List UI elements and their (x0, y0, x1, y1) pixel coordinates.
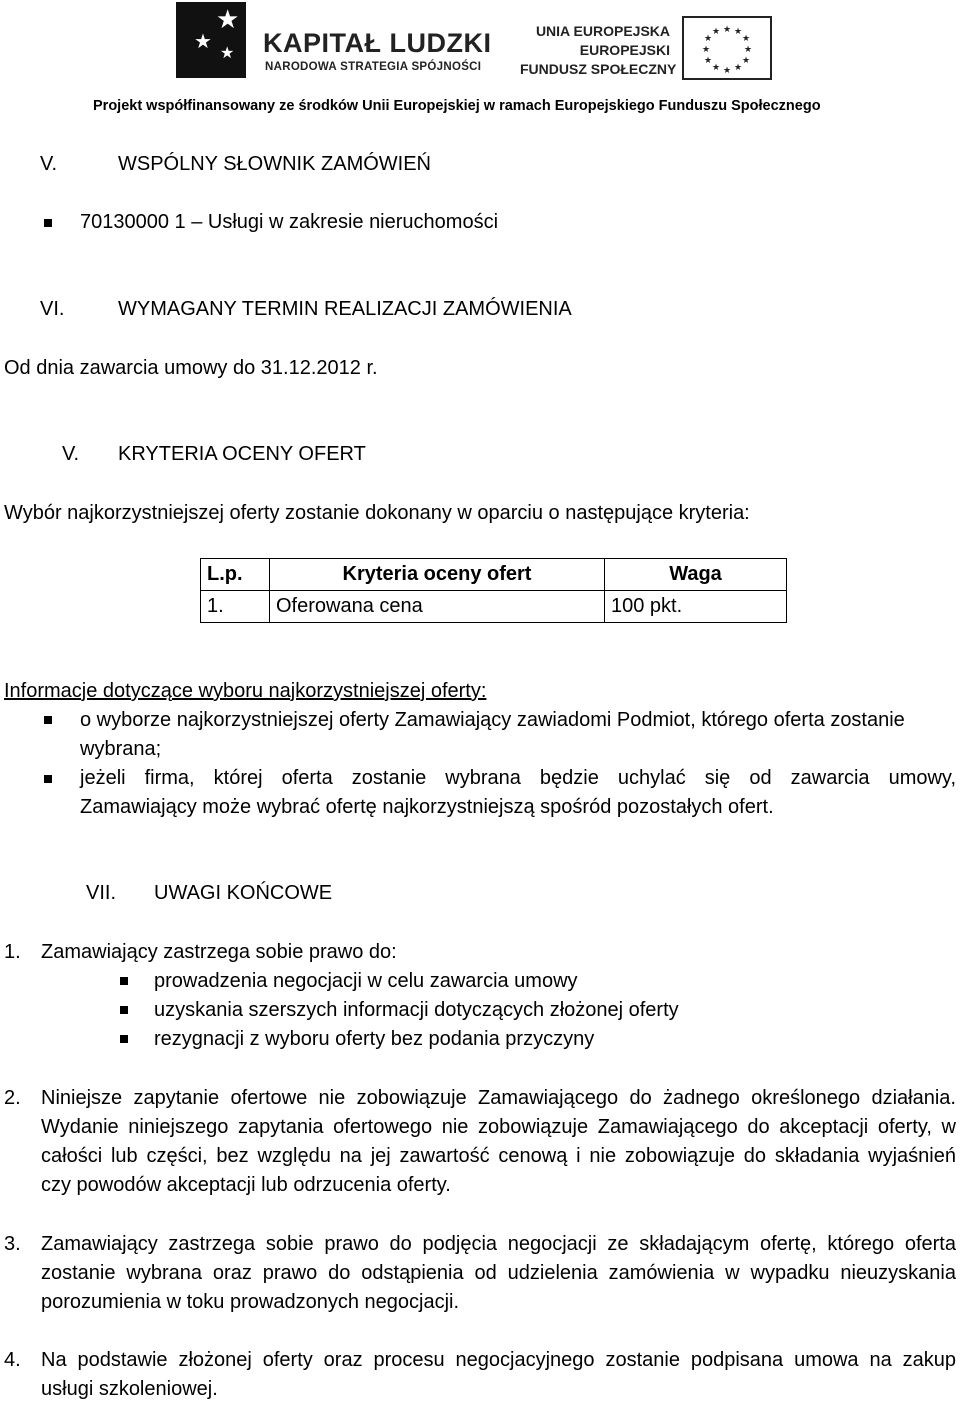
point-2-number: 2. (4, 1087, 21, 1109)
info-bullet-2-line-1: jeżeli firma, której oferta zostanie wybrana będzie uchylać się od zawarcia umowy, (80, 767, 956, 789)
bullet-square-icon (120, 1035, 128, 1043)
kapital-ludzki-title: KAPITAŁ LUDZKI (263, 28, 492, 58)
section-vii-title: UWAGI KOŃCOWE (154, 882, 333, 904)
point-2-line: czy powodów akceptacji lub odrzucenia oferty. (41, 1174, 451, 1196)
svg-text:★: ★ (703, 34, 713, 44)
kapital-ludzki-subtitle: NARODOWA STRATEGIA SPÓJNOŚCI (265, 61, 482, 73)
point-2-line: Niniejsze zapytanie ofertowe nie zobowiązuje Zamawiającego do żadnego określonego działania. (41, 1087, 956, 1109)
criteria-title: KRYTERIA OCENY OFERT (118, 443, 366, 465)
table-cell: 100 pkt. (605, 591, 787, 623)
svg-text:★: ★ (741, 56, 751, 66)
point-3-number: 3. (4, 1233, 21, 1255)
point-3-line: porozumienia w toku prowadzonych negocjacji. (41, 1291, 460, 1313)
eu-line2: EUROPEJSKI (579, 42, 670, 58)
point-1-bullet: rezygnacji z wyboru oferty bez podania przyczyny (154, 1028, 595, 1050)
section-vi-title: WYMAGANY TERMIN REALIZACJI ZAMÓWIENIA (118, 298, 572, 320)
bullet-square-icon (120, 977, 128, 985)
point-1-bullet: prowadzenia negocjacji w celu zawarcia umowy (154, 970, 578, 992)
section-vii-number: VII. (86, 882, 117, 904)
svg-text:★: ★ (733, 27, 743, 37)
svg-text:★: ★ (722, 25, 732, 35)
info-bullet-1-line-2: wybrana; (80, 738, 162, 760)
bullet-square-icon (44, 775, 52, 783)
section-v-number: V. (40, 153, 58, 175)
table-cell: Oferowana cena (270, 591, 605, 623)
svg-text:★: ★ (741, 34, 751, 44)
eu-line1: UNIA EUROPEJSKA (535, 23, 670, 39)
point-3-line: Zamawiający zastrzega sobie prawo do podjęcia negocjacji ze składającym ofertę, którego oferta (41, 1233, 956, 1255)
eu-line3: FUNDUSZ SPOŁECZNY (520, 61, 677, 77)
point-2-line: Wydanie niniejszego zapytania ofertowego nie zobowiązuje Zamawiającego do akceptacji oferty, w (41, 1116, 956, 1138)
info-bullet-1-line-1: o wyborze najkorzystniejszej oferty Zamawiający zawiadomi Podmiot, którego oferta zostanie (80, 709, 905, 731)
svg-text:★: ★ (703, 56, 713, 66)
section-v-item: 70130000 1 – Usługi w zakresie nieruchomości (80, 211, 499, 233)
svg-text:★: ★ (711, 63, 721, 73)
point-3-line: zostanie wybrana oraz prawo do odstąpienia od udzielenia zamówienia w wypadku nieuzyskania (41, 1262, 956, 1284)
table-header-cell: Waga (605, 559, 787, 591)
eu-flag-icon (682, 16, 772, 80)
point-4-number: 4. (4, 1349, 21, 1371)
bullet-square-icon (44, 716, 52, 724)
svg-text:★: ★ (711, 27, 721, 37)
point-1-number: 1. (4, 941, 21, 963)
star-icon: ★ (194, 31, 212, 53)
svg-text:★: ★ (701, 45, 711, 55)
point-1-bullet: uzyskania szerszych informacji dotyczących złożonej oferty (154, 999, 679, 1021)
table-header-cell: L.p. (201, 559, 270, 591)
point-4-line: Na podstawie złożonej oferty oraz procesu negocjacyjnego zostanie podpisana umowa na zakup (41, 1349, 956, 1371)
section-vi-text: Od dnia zawarcia umowy do 31.12.2012 r. (4, 357, 378, 379)
star-icon: ★ (216, 4, 240, 34)
cofinance-line: Projekt współfinansowany ze środków Unii Europejskiej w ramach Europejskiego Funduszu Społecznego (93, 98, 821, 114)
info-heading: Informacje dotyczące wyboru najkorzystniejszej oferty: (4, 680, 487, 702)
bullet-square-icon (44, 219, 52, 227)
table-row (201, 591, 787, 623)
table-header-cell: Kryteria oceny ofert (270, 559, 605, 591)
svg-text:★: ★ (733, 63, 743, 73)
section-vi-number: VI. (40, 298, 65, 320)
kapital-ludzki-logo (176, 2, 246, 78)
criteria-intro: Wybór najkorzystniejszej oferty zostanie dokonany w oparciu o następujące kryteria: (4, 502, 750, 524)
section-v-title: WSPÓLNY SŁOWNIK ZAMÓWIEŃ (118, 153, 431, 175)
svg-text:★: ★ (722, 66, 732, 76)
point-4-line: usługi szkoleniowej. (41, 1378, 218, 1400)
table-cell: 1. (201, 591, 270, 623)
svg-text:★: ★ (743, 45, 753, 55)
point-1-text: Zamawiający zastrzega sobie prawo do: (41, 941, 397, 963)
point-2-line: całości lub części, bez względu na jej zawartość cenową i nie zobowiązuje do składania wyjaśnień (41, 1145, 956, 1167)
table-header-row (201, 559, 787, 591)
criteria-table (200, 558, 787, 623)
bullet-square-icon (120, 1006, 128, 1014)
star-icon: ★ (220, 45, 235, 62)
criteria-number: V. (62, 443, 80, 465)
eu-text (520, 22, 677, 79)
info-bullet-2-line-2: Zamawiający może wybrać ofertę najkorzystniejszą spośród pozostałych ofert. (80, 796, 774, 818)
